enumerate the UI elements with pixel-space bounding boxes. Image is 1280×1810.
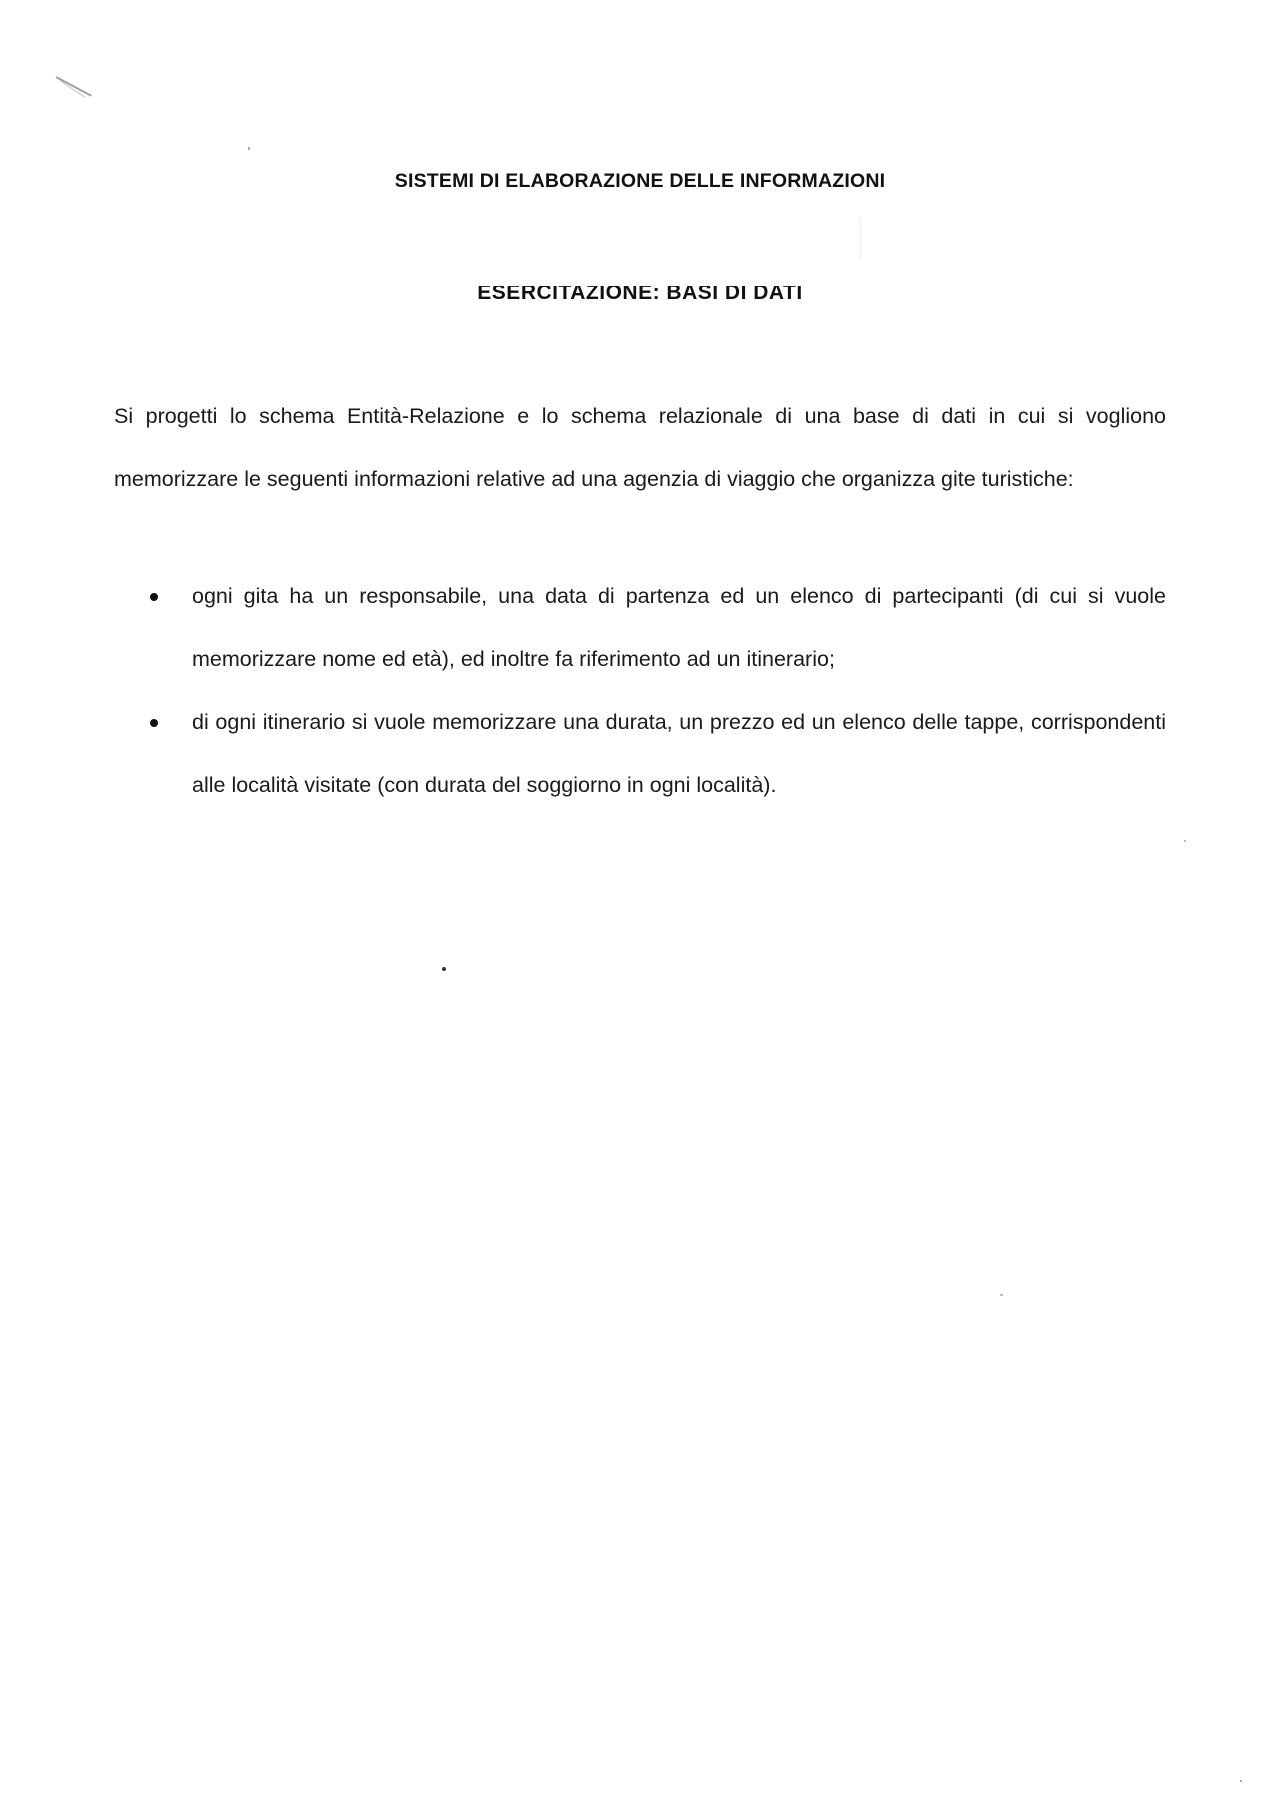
document-subtitle-clip <box>0 286 1280 304</box>
scan-mark <box>56 76 92 97</box>
list-item-text: di ogni itinerario si vuole memorizzare una durata, un prezzo ed un elenco delle tappe, corrispondenti alle località visitate (con durata del soggiorno in ogni località). <box>192 710 1166 797</box>
exercise-intro: Si progetti lo schema Entità-Relazione e lo schema relazionale di una base di dati in cui si vogliono memorizzare le seguenti informazioni relative ad una agenzia di viaggio che organizza gite turistiche: <box>114 404 1166 491</box>
document-title: SISTEMI DI ELABORAZIONE DELLE INFORMAZIONI <box>394 170 886 192</box>
list-item <box>150 565 1166 691</box>
scan-speck <box>1240 1780 1242 1782</box>
scan-speck <box>248 147 250 150</box>
bullet-icon <box>150 593 158 601</box>
list-item <box>150 691 1166 817</box>
requirements-list <box>150 565 1166 817</box>
scan-speck <box>1000 1294 1003 1296</box>
bullet-icon <box>150 719 158 727</box>
scan-speck <box>1184 840 1186 842</box>
scan-speck <box>860 218 861 258</box>
list-item-text: ogni gita ha un responsabile, una data di partenza ed un elenco di partecipanti (di cui si vuole memorizzare nome ed età), ed inoltre fa riferimento ad un itinerario; <box>192 584 1166 671</box>
scan-speck <box>442 967 446 971</box>
document-subtitle: ESERCITAZIONE: BASI DI DATI <box>477 286 803 304</box>
